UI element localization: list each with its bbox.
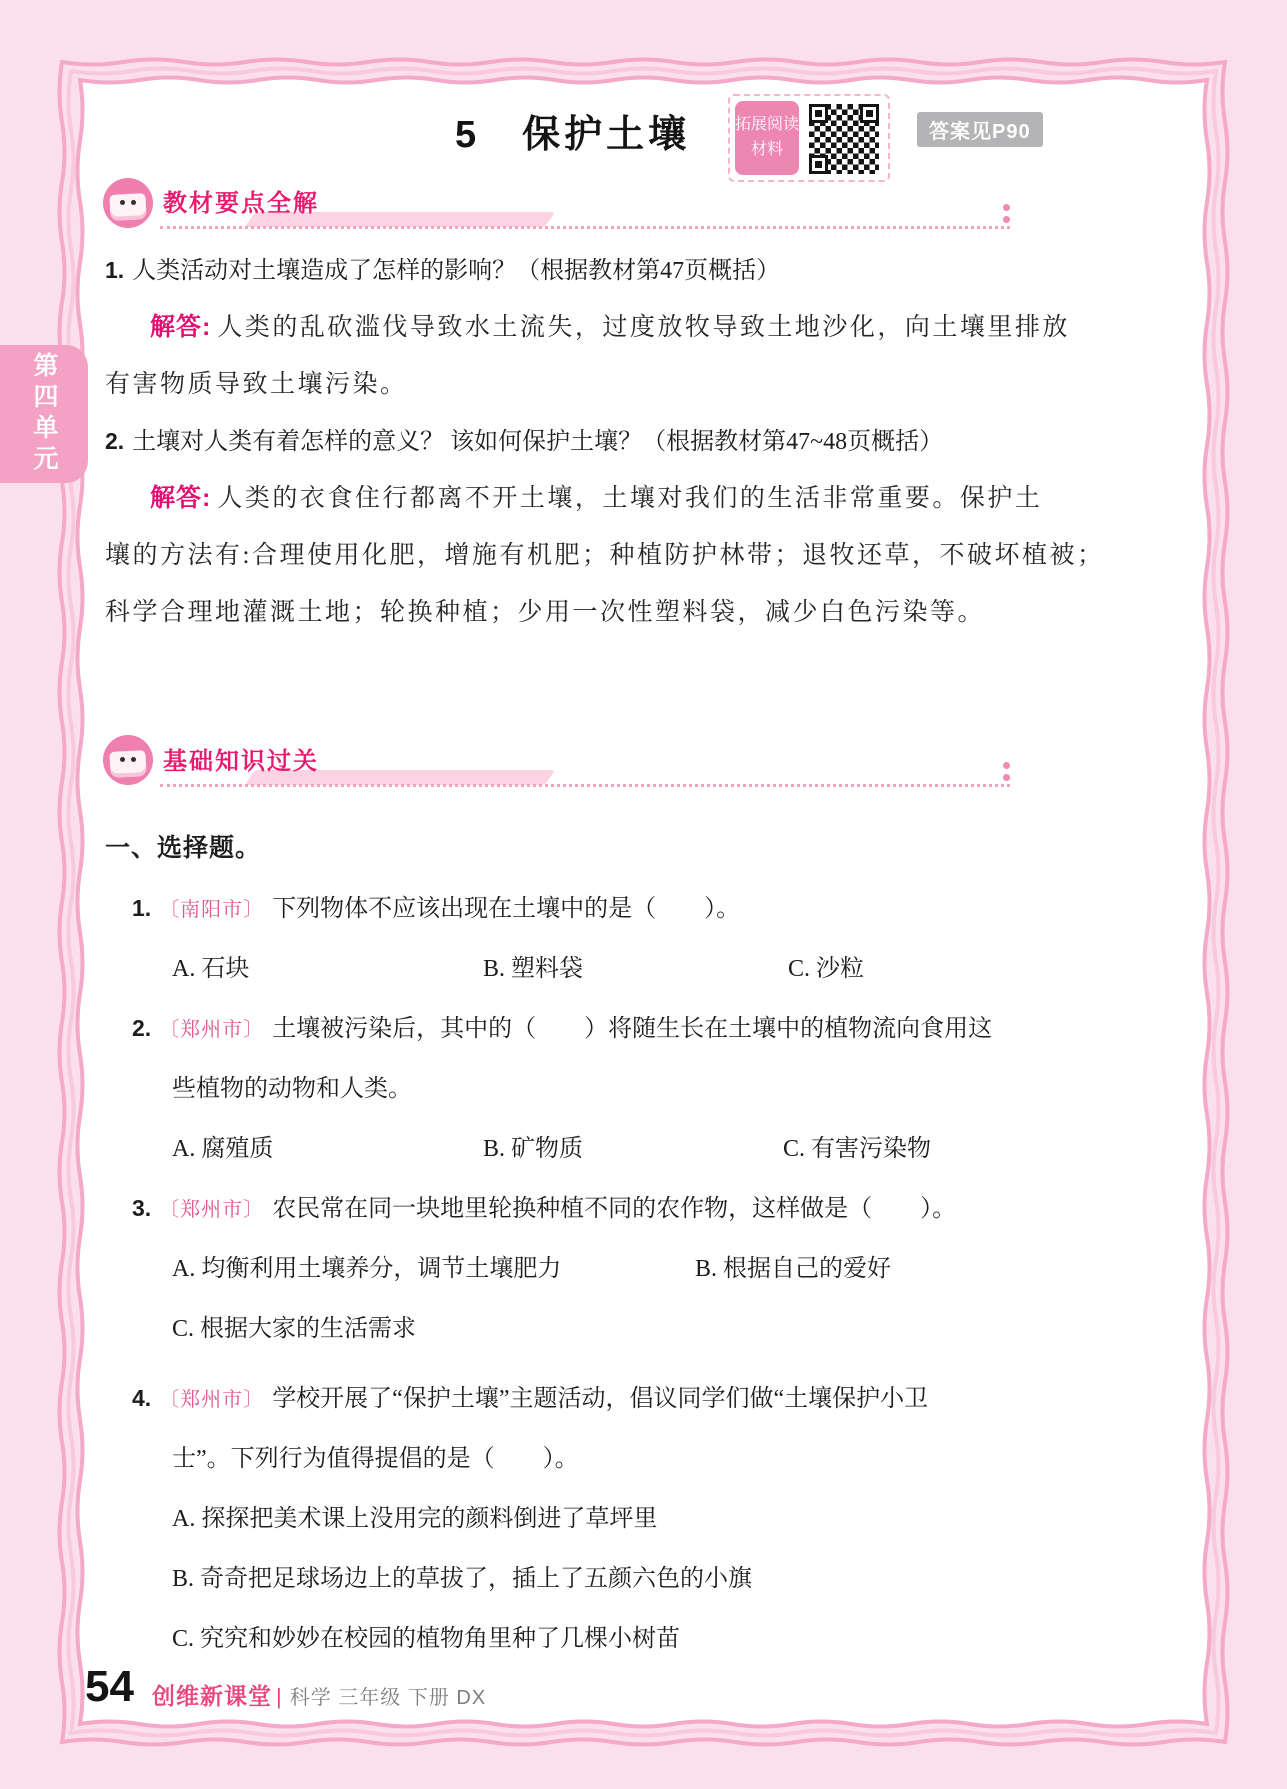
- book-info: 科学 三年级 下册 DX: [289, 1687, 487, 1709]
- quiz-question-3: [132, 1188, 956, 1223]
- option-a: A. 腐殖质: [172, 1136, 274, 1162]
- option-b: B. 奇奇把足球场边上的草拔了，插上了五颜六色的小旗: [172, 1566, 753, 1592]
- textbook-answer-2-line-2: 壤的方法有:合理使用化肥，增施有机肥；种植防护林带；退牧还草，不破坏植被；: [105, 542, 1105, 569]
- question-number: 2.: [105, 428, 125, 454]
- option-b: B. 根据自己的爱好: [695, 1256, 892, 1282]
- reading-material-badge: [735, 101, 799, 175]
- brand-name: 创维新课堂: [152, 1683, 272, 1709]
- question-number: 2.: [132, 1015, 152, 1041]
- quiz-question-4: [132, 1378, 928, 1413]
- city-tag: 〔郑州市〕: [159, 1019, 265, 1041]
- footer-brand-row: [152, 1678, 486, 1711]
- answer-text: 人类的乱砍滥伐导致水土流失，过度放牧导致土地沙化，向土壤里排放: [217, 314, 1070, 341]
- unit-tab: [0, 345, 88, 483]
- page-number: 54: [85, 1662, 134, 1711]
- city-tag: 〔郑州市〕: [159, 1199, 265, 1221]
- option-b: B. 矿物质: [483, 1136, 584, 1162]
- dot-colon-ornament: [1003, 762, 1010, 769]
- option-c: C. 根据大家的生活需求: [172, 1316, 417, 1342]
- qr-panel: [728, 94, 890, 182]
- quiz-question-2: [132, 1008, 992, 1043]
- mascot-eye: [120, 200, 125, 205]
- textbook-question-2: [105, 421, 943, 456]
- book-shape: [109, 193, 146, 221]
- qr-finder: [860, 104, 879, 123]
- question-number: 1.: [132, 895, 152, 921]
- question-text: 土壤对人类有着怎样的意义？ 该如何保护土壤？（根据教材第47~48页概括）: [132, 429, 944, 455]
- section-title-basic-knowledge: 基础知识过关: [163, 748, 319, 775]
- textbook-answer-2-line-1: [150, 478, 1042, 514]
- city-tag: 〔郑州市〕: [159, 1389, 265, 1411]
- quiz-question-1: [132, 888, 740, 923]
- option-b: B. 塑料袋: [483, 956, 584, 982]
- question-number: 3.: [132, 1195, 152, 1221]
- section-title-textbook-points: 教材要点全解: [163, 190, 319, 217]
- question-text: 学校开展了“保护土壤”主题活动，倡议同学们做“土壤保护小卫: [272, 1386, 929, 1412]
- book-shape: [109, 750, 146, 778]
- option-c: C. 沙粒: [788, 956, 865, 982]
- dot-colon-ornament: [1003, 204, 1010, 211]
- option-a: A. 探探把美术课上没用完的颜料倒进了草坪里: [172, 1506, 658, 1532]
- textbook-answer-1-line-1: [150, 307, 1070, 343]
- page-title: 5 保护土壤: [455, 114, 691, 156]
- question-number: 1.: [105, 257, 125, 283]
- quiz-question-4-line-2: 士”。下列行为值得提倡的是（ ）。: [172, 1446, 579, 1472]
- textbook-question-1: [105, 250, 780, 285]
- qr-finder: [809, 104, 828, 123]
- option-a: A. 均衡利用土壤养分，调节土壤肥力: [172, 1256, 562, 1282]
- answer-text: 人类的衣食住行都离不开土壤，土壤对我们的生活非常重要。保护土: [217, 485, 1043, 512]
- brand-divider: |: [276, 1684, 282, 1709]
- city-tag: 〔南阳市〕: [159, 899, 265, 921]
- mascot-eye: [131, 757, 136, 762]
- option-c: C. 有害污染物: [783, 1136, 932, 1162]
- dotted-separator: [160, 226, 1010, 229]
- question-text: 土壤被污染后，其中的（ ）将随生长在土壤中的植物流向食用这: [272, 1016, 993, 1042]
- quiz-part-label: 一、选择题。: [105, 834, 262, 862]
- unit-tab-label: 第四单元: [30, 352, 58, 476]
- question-text: 人类活动对土壤造成了怎样的影响？（根据教材第47页概括）: [132, 258, 781, 284]
- question-number: 4.: [132, 1385, 152, 1411]
- textbook-answer-1-line-2: 有害物质导致土壤污染。: [105, 371, 408, 398]
- answer-label: 解答:: [150, 313, 212, 341]
- answer-label: 解答:: [150, 484, 212, 512]
- question-text: 下列物体不应该出现在土壤中的是（ ）。: [272, 896, 741, 922]
- badge-line1: 拓展阅读: [735, 116, 800, 134]
- mascot-eye: [120, 757, 125, 762]
- option-c: C. 究究和妙妙在校园的植物角里种了几棵小树苗: [172, 1626, 681, 1652]
- qr-code-icon: [806, 101, 882, 177]
- qr-finder: [809, 155, 828, 174]
- mascot-eye: [131, 200, 136, 205]
- answer-reference-badge: 答案见P90: [917, 112, 1043, 147]
- option-a: A. 石块: [172, 956, 250, 982]
- dotted-separator: [160, 784, 1010, 787]
- question-text: 农民常在同一块地里轮换种植不同的农作物，这样做是（ ）。: [272, 1196, 957, 1222]
- mascot-icon: [103, 735, 153, 785]
- textbook-answer-2-line-3: 科学合理地灌溉土地；轮换种植；少用一次性塑料袋，减少白色污染等。: [105, 599, 986, 626]
- mascot-icon: [103, 178, 153, 228]
- quiz-question-2-line-2: 些植物的动物和人类。: [172, 1076, 412, 1102]
- badge-line2: 材料: [750, 141, 783, 158]
